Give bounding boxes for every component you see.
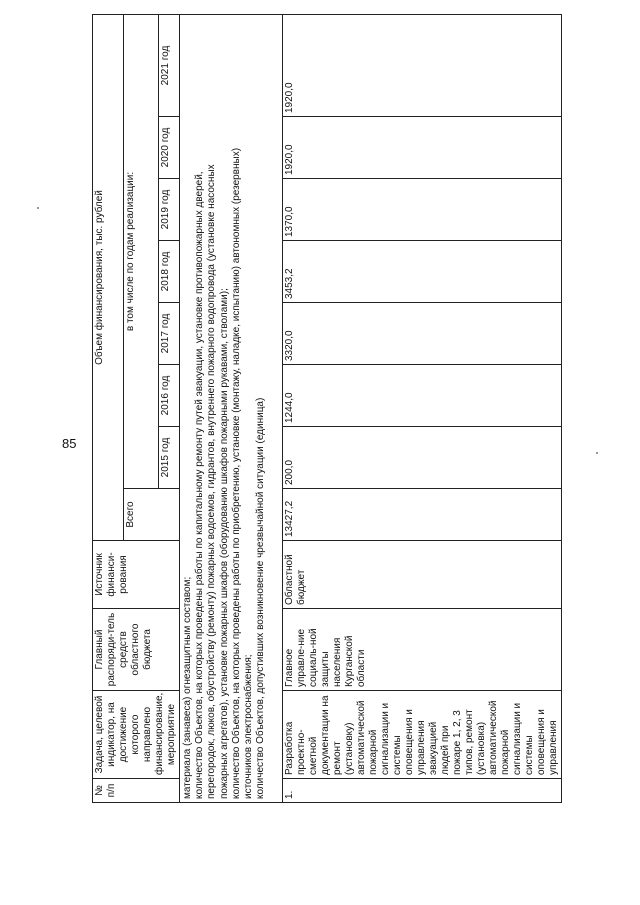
header-year: 2015 год (159, 427, 180, 489)
header-year: 2020 год (159, 117, 180, 179)
financing-table (92, 14, 562, 803)
description-line: количество Объектов, допустивших возникновение чрезвычайной ситуации (единица) (255, 397, 267, 799)
row-year-value: 1244,0 (283, 365, 562, 427)
row-task: Разработка проектно-сметной документации на ремонт (установку) автоматической пожарной сигнализации и системы оповещения и управления эвакуацией людей при пожаре 1, 2, 3 типов, ремонт (установка) автоматической пожарной сигнализации и системы оповещения и управления (283, 691, 562, 779)
header-number: № п/п (93, 779, 180, 803)
header-by-years: в том числе по годам реализации: (124, 14, 159, 488)
header-manager: Главный распоряди-тель средств областного бюджета (93, 609, 180, 691)
row-year-value: 1370,0 (283, 179, 562, 241)
row-year-value: 200,0 (283, 427, 562, 489)
header-year: 2018 год (159, 241, 180, 303)
description-line: перегородок, люков, обустройству (ремонту) пожарных водоемов, гидрантов, внутреннего пожарного водопровода (установке насосных (206, 164, 218, 799)
row-year-value: 3320,0 (283, 303, 562, 365)
header-year: 2017 год (159, 303, 180, 365)
description-line: источников электроснабжения; (243, 654, 255, 799)
scan-speck (37, 207, 39, 209)
row-year-value: 3453,2 (283, 241, 562, 303)
description-line: количество Объектов, на которых проведены работы по приобретению, установке (монтажу, наладке, испытанию) автономных (резервных) (230, 147, 242, 799)
header-year: 2016 год (159, 365, 180, 427)
header-volume: Объем финансирования, тыс. рублей (93, 14, 124, 540)
row-source: Областной бюджет (283, 541, 562, 609)
rotated-table-container (92, 45, 626, 803)
description-line: количество Объектов, на которых проведены работы по капитальному ремонту путей эвакуации, установке противопожарных дверей, (194, 171, 206, 799)
header-year: 2019 год (159, 179, 180, 241)
header-year: 2021 год (159, 14, 180, 116)
description-line: пожарных агрегатов), установке пожарных шкафов (оборудованию шкафов пожарными рукавами, стволами); (218, 288, 230, 799)
header-task: Задача, целевой индикатор, на достижение которого направлено финансирование, мероприятие (93, 691, 180, 779)
description-line: материала (занавеса) огнезащитным составом; (182, 576, 193, 799)
header-total: Всего (124, 489, 180, 541)
table-row (283, 14, 562, 802)
row-number: 1. (283, 779, 562, 803)
header-source: Источник финанси-рования (93, 541, 180, 609)
indicator-description (180, 14, 283, 802)
page-number: 85 (62, 436, 77, 451)
row-manager: Главное управле-ние социаль-ной защиты населения Курганской области (283, 609, 562, 691)
row-total: 13427,2 (283, 489, 562, 541)
row-year-value: 1920,0 (283, 117, 562, 179)
row-year-value: 1920,0 (283, 14, 562, 116)
